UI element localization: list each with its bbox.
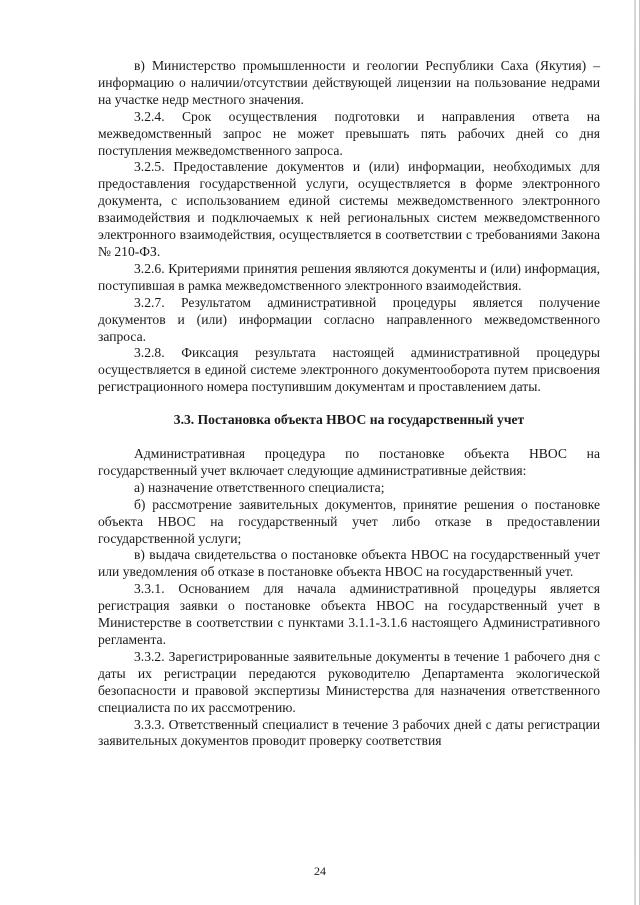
paragraph-3-2-4: 3.2.4. Срок осуществления подготовки и направления ответа на межведомственный запрос не может превышать пять рабочих дней со дня поступления межведомственного запроса. (98, 108, 600, 158)
list-item-a: а) назначение ответственного специалиста; (134, 479, 385, 495)
paragraph-3-2-5: 3.2.5. Предоставление документов и (или) информации, необходимых для предоставления государственной услуги, осуществляется в форме электронного документа, с использованием единой системы межведомственного электронного взаимодействия и подключаемых к ней региональных систем межведомственного электронного взаимодействия, осуществляется в соответствии с требованиями Закона № 210-ФЗ. (98, 159, 600, 259)
paragraph-3-3-3: 3.3.3. Ответственный специалист в течение 3 рабочих дней с даты регистрации заявительных документов проводит проверку соответствия (98, 716, 600, 749)
paragraph-procedure-intro: Административная процедура по постановке объекта НВОС на государственный учет включает следующие административные действия: (98, 446, 600, 478)
paragraph-3-2-8: 3.2.8. Фиксация результата настоящей административной процедуры осуществляется в единой системе электронного документооборота путем присвоения регистрационного номера поступившим документам и проставлением даты. (98, 345, 600, 395)
scan-edge-shadow (634, 0, 636, 905)
list-item-v: в) выдача свидетельства о постановке объекта НВОС на государственный учет или уведомления об отказе в постановке объекта НВОС на государственный учет. (98, 547, 600, 580)
section-heading: 3.3. Постановка объекта НВОС на государственный учет (173, 412, 525, 428)
paragraph-3-2-6: 3.2.6. Критериями принятия решения являются документы и (или) информация, поступившая в рамка межведомственного электронного взаимодействия. (98, 260, 600, 293)
paragraph-3-3-1: 3.3.1. Основанием для начала административной процедуры является регистрация заявки о постановке объекта НВОС на государственный учет в Министерстве в соответствии с пунктами 3.1.1-3.1.6 настоящего Административного регламента. (98, 581, 600, 647)
document-page (98, 58, 600, 750)
paragraph-3-2-7: 3.2.7. Результатом административной процедуры является получение документов и (или) информации согласно направленного межведомственного запроса. (98, 294, 600, 344)
list-item-b: б) рассмотрение заявительных документов, принятие решения о постановке объекта НВОС на государственный учет либо отказе в предоставлении государственной услуги; (98, 496, 600, 546)
paragraph-3-3-2: 3.3.2. Зарегистрированные заявительные документы в течение 1 рабочего дня с даты их регистрации передаются руководителю Департамента экологической безопасности и правовой экспертизы Министерства для назначения ответственного специалиста по их рассмотрению. (98, 648, 600, 715)
page-number: 24 (314, 864, 326, 878)
paragraph-ministry-industry: в) Министерство промышленности и геологии Республики Саха (Якутия) – информацию о наличии/отсутствии действующей лицензии на пользование недрами на участке недр местного значения. (98, 58, 600, 107)
